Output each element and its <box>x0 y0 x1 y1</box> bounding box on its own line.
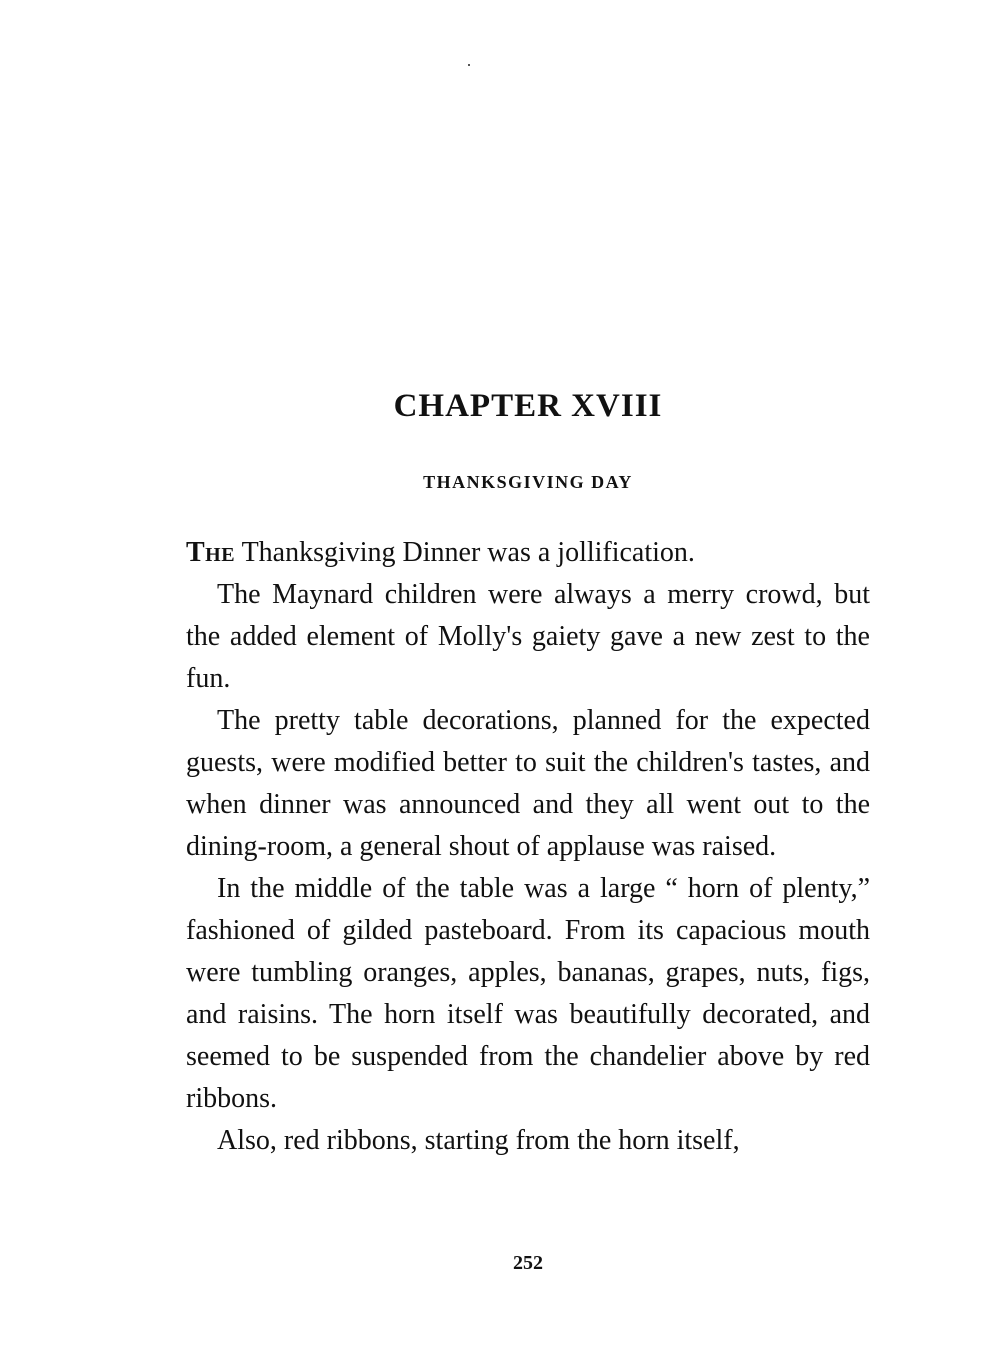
page-number: 252 <box>513 1252 543 1274</box>
scan-speck <box>468 64 470 66</box>
paragraph-1-text: Thanksgiving Dinner was a jollification. <box>235 537 695 568</box>
paragraph-2: The Maynard children were always a merry crowd, but the added element of Molly's gaiety gave a new zest to the fun. <box>186 579 870 694</box>
body-text <box>186 532 870 1162</box>
paragraph-4: In the middle of the table was a large “ horn of plenty,” fashioned of gilded pasteboard. From its capacious mouth were tumbling oranges, apples, bananas, grapes, nuts, figs, and raisins. The horn itself was beautifully decorated, and seemed to be suspended from the chandelier above by red ribbons. <box>186 873 870 1114</box>
chapter-subtitle: THANKSGIVING DAY <box>423 472 633 492</box>
paragraph-3: The pretty table decorations, planned for the expected guests, were modified better to suit the children's tastes, and when dinner was announced and they all went out to the dining-room, a general shout of applause was raised. <box>186 705 870 862</box>
lead-word: The <box>186 537 236 568</box>
paragraph-5: Also, red ribbons, starting from the horn itself, <box>217 1125 740 1156</box>
paragraph-1 <box>186 532 870 574</box>
chapter-title: CHAPTER XVIII <box>393 388 663 424</box>
